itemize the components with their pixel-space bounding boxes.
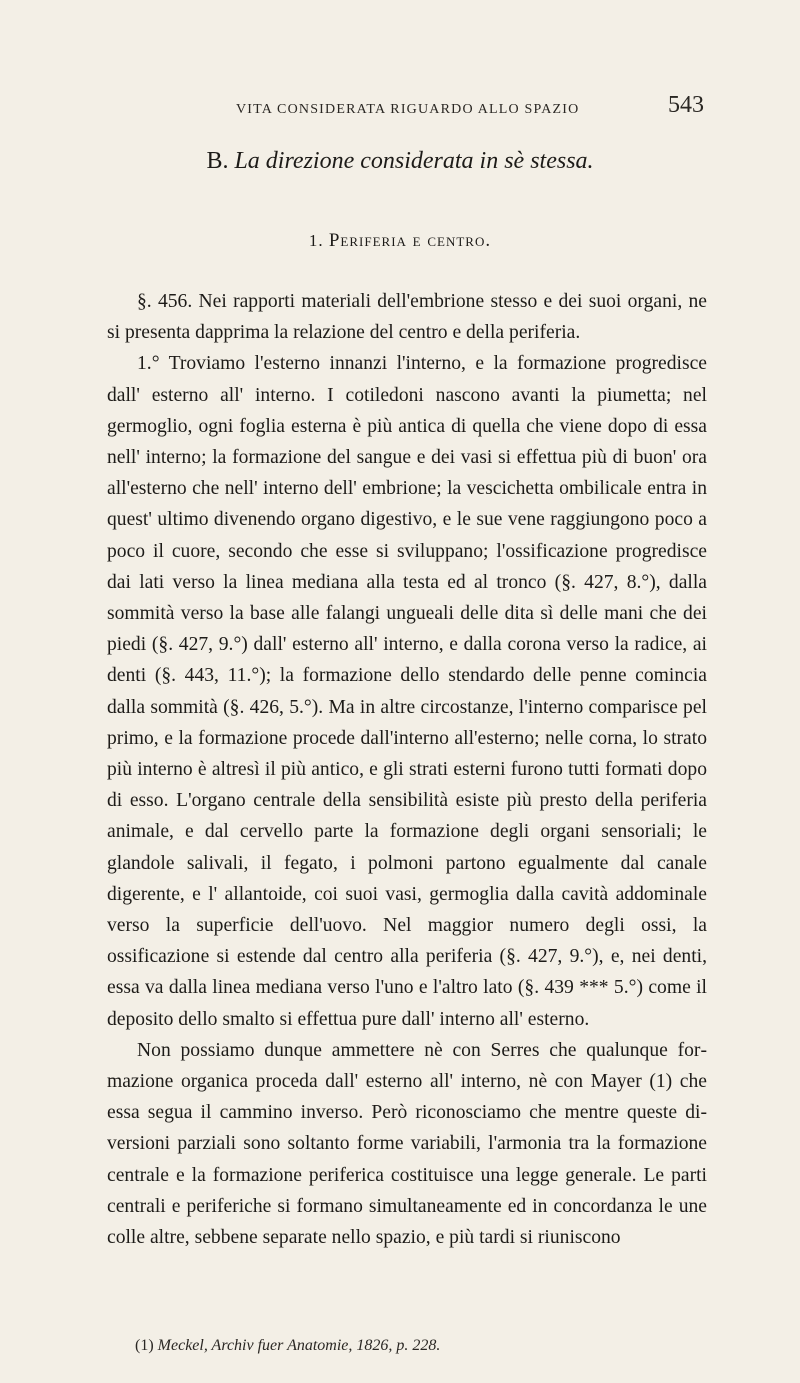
paragraph-456: §. 456. Nei rapporti materiali dell'embrione stesso e dei suoi organi, ne si presenta dapprima la relazione del centro e della periferia. [107,291,707,344]
subsection-title: Periferia e centro. [328,230,492,251]
paragraph-1: 1.° Troviamo l'esterno innanzi l'interno, e la formazione progredisce dall' esterno all' interno. I cotiledoni nascono avanti la piumetta; nel germoglio, ogni foglia esterna è più antica di quella che viene dopo di essa nell' interno; la formazione del sangue e dei vasi si effettua più di buon' ora all'esterno che nell' interno dell' embrione; la vescichetta ombilicale entra in quest' ultimo divenendo organo digestivo, e le sue vene raggiungono poco a poco il cuore, secondo che esse si sviluppano; l'ossificazione progredisce dai lati verso la linea mediana alla testa ed al tronco (§. 427, 8.°), dalla sommità verso la base alle falangi ungueali delle dita sì delle mani che dei piedi (§. 427, 9.°) dall' esterno all' interno, e dalla corona verso la radice, ai denti (§. 443, 11.°); la formazione dello stendardo delle penne comincia dalla sommità (§. 426, 5.°). Ma in altre circostanze, l'interno comparisce pel primo, e la formazione procede dall'interno all'esterno; nelle corna, lo strato più interno è altresì il più antico, e gli strati esterni furono tutti formati dopo di esso. L'organo centrale della sensibilità esiste più presto della periferia animale, e dal cervello parte la formazione degli organi sensoriali; le glandole salivali, il fegato, i polmoni partono egualmente dal canale digerente, e l' allantoide, coi suoi vasi, germoglia dalla cavità addominale verso la superficie dell'uovo. Nel maggior numero degli ossi, la ossificazione si estende dal centro alla periferia (§. 427, 9.°), e, nei denti, essa va dalla linea mediana verso l'uno e l'altro lato (§. 439 *** 5.°) come il deposito dello smalto si effettua pure dall' interno all' esterno. [107,353,707,1030]
page-number: 543 [668,92,704,118]
subsection-heading [0,230,800,252]
footnote [135,1337,440,1355]
footnote-marker: (1) [135,1337,154,1354]
body-text [107,286,707,1253]
section-letter: B. [206,148,229,174]
paragraph-2: Non possiamo dunque ammettere nè con Serres che qualunque formazione organica proceda dall' esterno all' interno, nè con Mayer (1) che essa segua il cammino inverso. Però riconosciamo che mentre queste diversioni parziali sono soltanto forme variabili, l'armonia tra la formazione centrale e la formazione periferica costituisce una legge generale. Le parti centrali e periferiche si formano simultaneamente ed in concordanza le une colle altre, sebbene separate nello spazio, e più tardi si riuniscono [107,1039,707,1249]
section-heading [0,148,800,175]
footnote-text: Meckel, Archiv fuer Anatomie, 1826, p. 228. [157,1337,441,1354]
section-title: La direzione considerata in sè stessa. [234,148,594,174]
running-title: VITA CONSIDERATA RIGUARDO ALLO SPAZIO [236,102,580,117]
subsection-number: 1. [308,231,324,250]
